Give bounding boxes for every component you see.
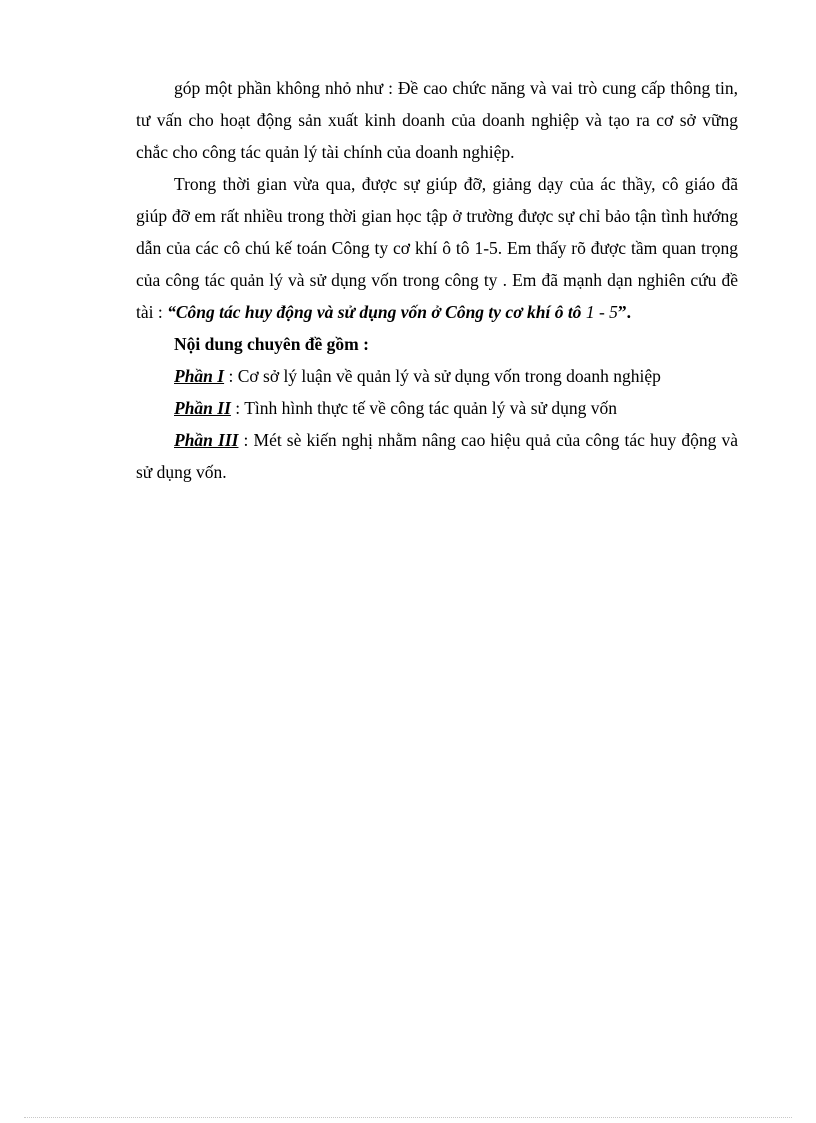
part-3-label: Phần III <box>174 430 239 450</box>
paragraph-acknowledgement-text: Trong thời gian vừa qua, được sự giúp đỡ, giảng dạy của ác thầy, cô giáo đã giúp đỡ em rất nhiều trong thời gian học tập ở trường được sự chỉ bảo tận tình hướng dẫn của các cô chú kế toán Công ty cơ khí ô tô 1-5. Em thấy rõ được tầm quan trọng của công tác quản lý và sử dụng vốn trong công ty . Em đã mạnh dạn nghiên cứu đề tài : <box>136 174 738 322</box>
part-2-label: Phần II <box>174 398 231 418</box>
part-1-item <box>136 360 738 392</box>
topic-title-number: 1 - 5 <box>585 302 618 322</box>
part-2-text: : Tình hình thực tế về công tác quản lý và sử dụng vốn <box>230 398 617 418</box>
contents-heading: Nội dung chuyên đề gồm : <box>174 334 369 354</box>
topic-title: Công tác huy động và sử dụng vốn ở Công ty cơ khí ô tô <box>175 302 586 322</box>
document-body <box>136 72 738 488</box>
page-bottom-divider <box>24 1117 792 1118</box>
topic-close-quote: ”. <box>617 302 632 322</box>
paragraph-intro: góp một phần không nhỏ như : Đề cao chức năng và vai trò cung cấp thông tin, tư vấn cho hoạt động sản xuất kinh doanh của doanh nghiệp và tạo ra cơ sở vững chắc cho công tác quản lý tài chính của doanh nghiệp. <box>136 78 738 162</box>
part-3-text: : Mét sè kiến nghị nhằm nâng cao hiệu quả của công tác huy động và sử dụng vốn. <box>136 430 739 482</box>
part-2-item <box>136 392 738 424</box>
part-1-label: Phần I <box>174 366 225 386</box>
part-3-item <box>136 424 738 488</box>
paragraph-acknowledgement <box>136 168 738 328</box>
part-1-text: : Cơ sở lý luận về quản lý và sử dụng vốn trong doanh nghiệp <box>224 366 661 386</box>
topic-open-quote: “ <box>167 302 176 322</box>
